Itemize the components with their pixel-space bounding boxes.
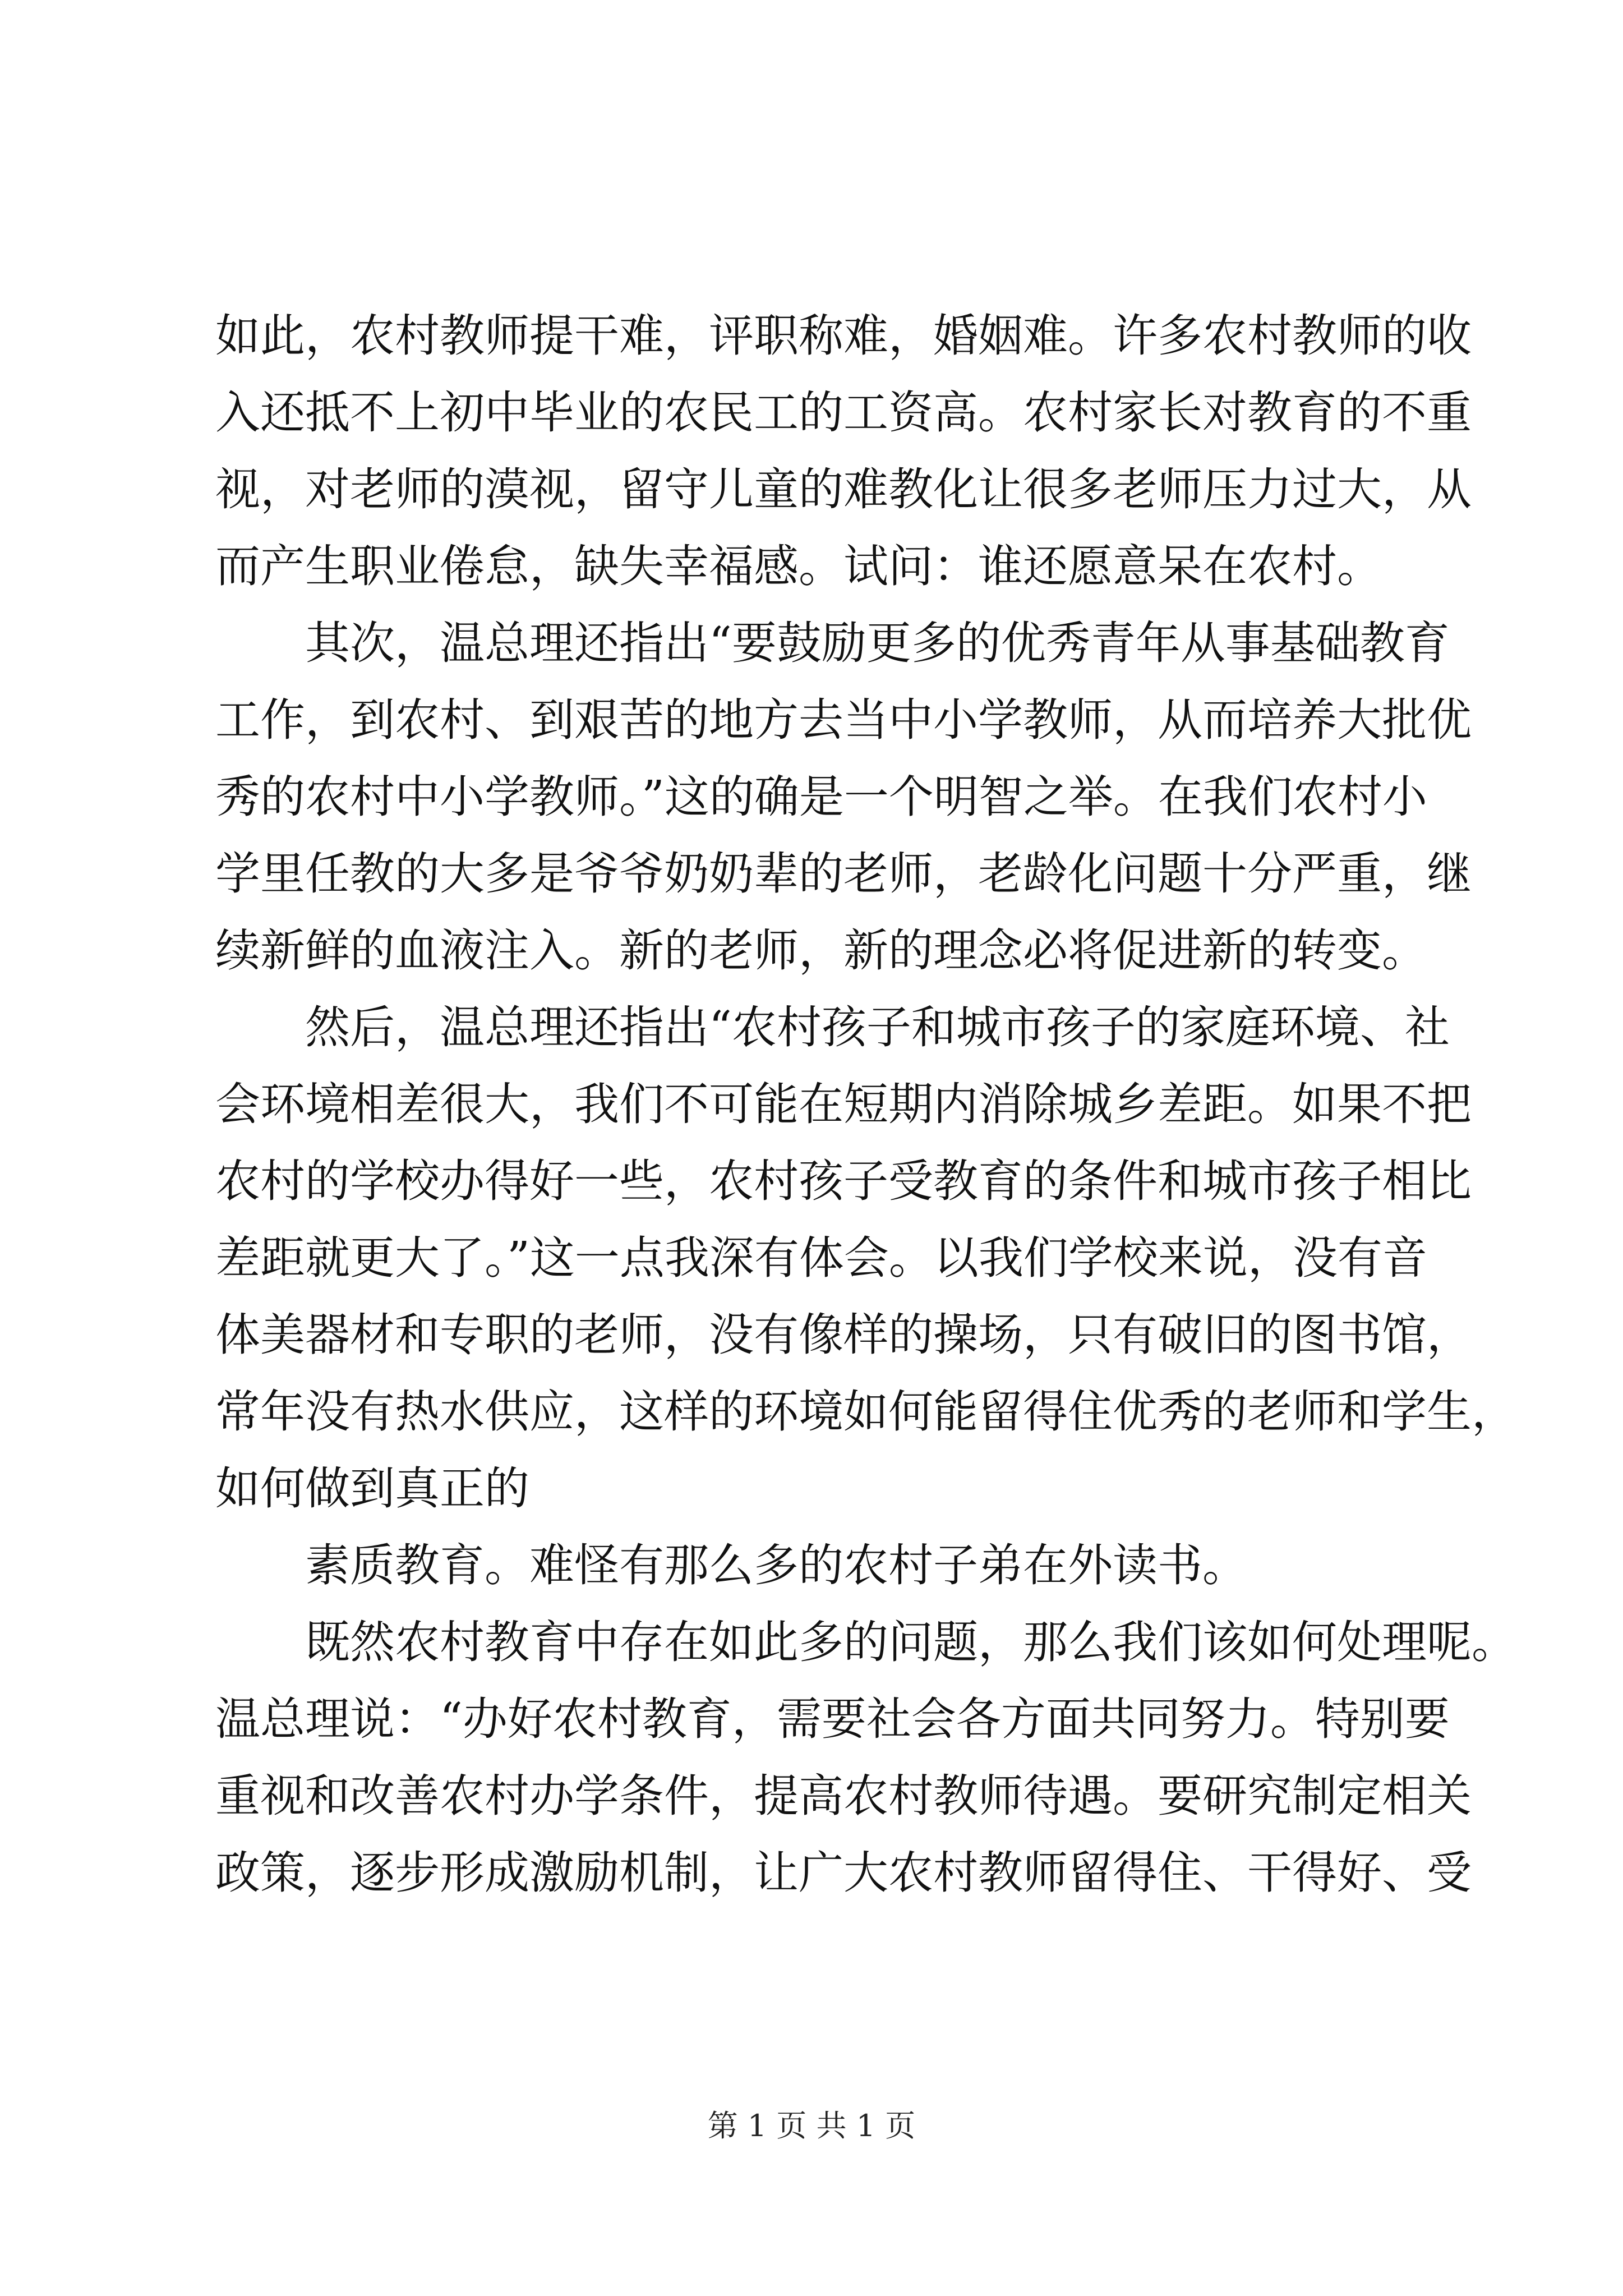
text-line: 会环境相差很大，我们不可能在短期内消除城乡差距。如果不把 [215,1078,1472,1130]
text-line: 如何做到真正的 [215,1462,529,1515]
text-line: 入还抵不上初中毕业的农民工的工资高。农村家长对教育的不重 [215,386,1472,439]
text-line: 视，对老师的漠视，留守儿童的难教化让很多老师压力过大，从 [215,463,1472,516]
paragraph-start-line: 其次，温总理还指出“要鼓励更多的优秀青年从事基础教育 [305,617,1450,669]
text-line: 而产生职业倦怠，缺失幸福感。试问：谁还愿意呆在农村。 [215,540,1382,592]
text-line: 差距就更大了。”这一点我深有体会。以我们学校来说，没有音 [215,1232,1427,1284]
paragraph-start-line: 既然农村教育中存在如此多的问题，那么我们该如何处理呢。 [305,1616,1516,1668]
text-line: 秀的农村中小学教师。”这的确是一个明智之举。在我们农村小 [215,771,1427,823]
page-number-footer: 第 1 页 共 1 页 [707,2108,916,2143]
body-text [215,297,1516,1911]
text-line: 温总理说：“办好农村教育，需要社会各方面共同努力。特别要 [215,1693,1450,1745]
text-line: 如此，农村教师提干难，评职称难，婚姻难。许多农村教师的收 [215,310,1472,362]
text-line: 农村的学校办得好一些，农村孩子受教育的条件和城市孩子相比 [215,1155,1472,1207]
paragraph-start-line: 素质教育。难怪有那么多的农村子弟在外读书。 [305,1539,1247,1591]
text-line: 工作，到农村、到艰苦的地方去当中小学教师，从而培养大批优 [215,694,1472,746]
text-line: 政策，逐步形成激励机制，让广大农村教师留得住、干得好、受 [215,1847,1472,1899]
text-line: 体美器材和专职的老师，没有像样的操场，只有破旧的图书馆， [215,1309,1472,1361]
paragraph-start-line: 然后，温总理还指出“农村孩子和城市孩子的家庭环境、社 [305,1001,1450,1053]
text-line: 重视和改善农村办学条件，提高农村教师待遇。要研究制定相关 [215,1770,1472,1822]
text-line: 续新鲜的血液注入。新的老师，新的理念必将促进新的转变。 [215,924,1427,977]
text-line: 学里任教的大多是爷爷奶奶辈的老师，老龄化问题十分严重，继 [215,848,1472,900]
text-line: 常年没有热水供应，这样的环境如何能留得住优秀的老师和学生， [215,1386,1516,1438]
